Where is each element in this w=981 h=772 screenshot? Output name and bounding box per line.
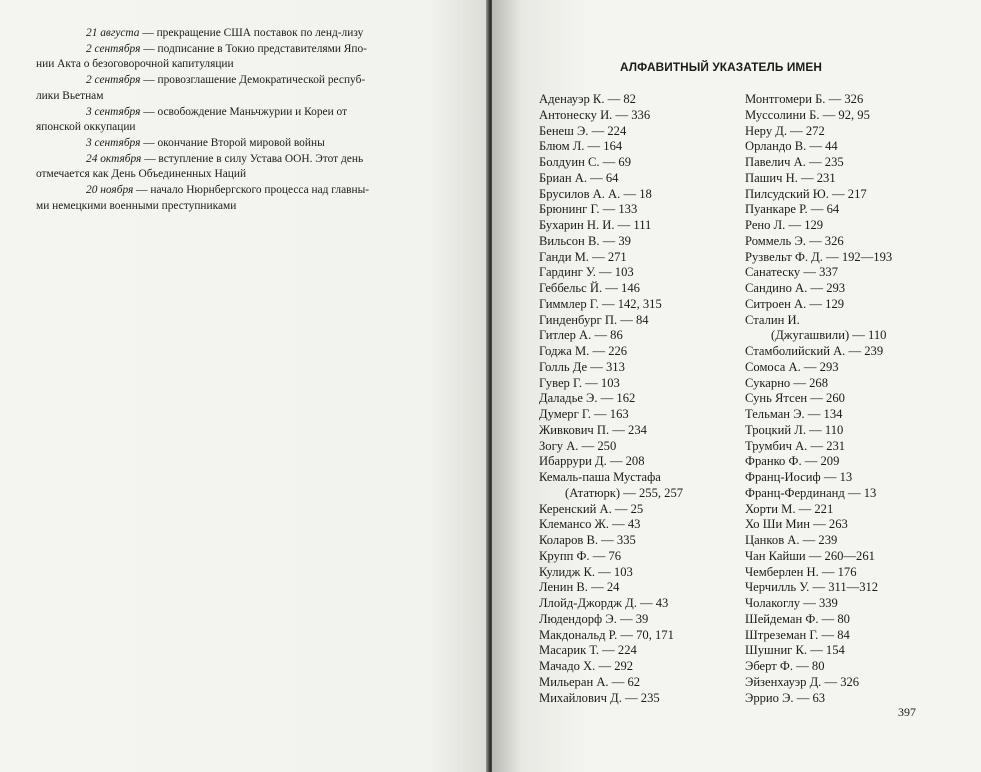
index-entry: Голль Де — 313 (539, 359, 625, 374)
index-entry: Шейдеман Ф. — 80 (745, 611, 850, 626)
index-entry: Трумбич А. — 231 (745, 438, 846, 453)
index-entry: Коларов В. — 335 (539, 533, 636, 547)
index-entry: Сталин И. (745, 312, 800, 327)
index-entry: Цанков А. — 239 (745, 533, 838, 547)
chronology-date: 24 октября (86, 152, 142, 165)
chronology-date: 21 августа (86, 27, 140, 39)
index-entry: Геббельс Й. — 146 (539, 281, 640, 295)
chronology-entry (86, 152, 438, 168)
index-entry: Антонеску И. — 336 (539, 107, 651, 122)
index-entry: Хорти М. — 221 (745, 501, 834, 516)
index-entry: Годжа М. — 226 (539, 344, 628, 358)
index-entry: Ганди М. — 271 (539, 249, 627, 264)
index-entry: Сандино А. — 293 (745, 281, 846, 295)
chronology-list (36, 26, 438, 214)
index-entry: Франц-Фердинанд — 13 (745, 485, 877, 500)
chronology-date: 3 сентября (86, 136, 141, 149)
index-entry: Болдуин С. — 69 (539, 155, 632, 169)
index-entry: Роммель Э. — 326 (745, 233, 844, 248)
index-entry: Неру Д. — 272 (745, 123, 825, 138)
index-entry: Эйзенхауэр Д. — 326 (745, 674, 860, 689)
index-column-2 (745, 92, 945, 706)
chronology-text-continued: японской оккупации (36, 121, 136, 134)
index-entry: Мильеран А. — 62 (539, 674, 641, 689)
index-entry: (Ататюрк) — 255, 257 (565, 485, 684, 500)
index-entry: Сукарно — 268 (745, 375, 829, 390)
index-entry: Пилсудский Ю. — 217 (745, 186, 867, 201)
chronology-date: 2 сентября (86, 42, 141, 55)
index-entry: Керенский А. — 25 (539, 501, 644, 516)
index-entry: Черчилль У. — 311—312 (745, 580, 879, 595)
page-number: 397 (898, 705, 916, 719)
chronology-text-continued: отмечается как День Объединенных Наций (36, 168, 247, 181)
index-entry: Чолакоглу — 339 (745, 596, 838, 610)
index-entry: Франко Ф. — 209 (745, 454, 840, 469)
chronology-text: — вступление в силу Устава ООН. Этот день (141, 152, 364, 165)
chronology-text-continued: нии Акта о безоговорочной капитуляции (36, 58, 234, 71)
index-entry: Чан Кайши — 260—261 (745, 548, 875, 563)
left-page (0, 0, 488, 772)
index-entry: Сомоса А. — 293 (745, 359, 839, 374)
index-entry: Гиммлер Г. — 142, 315 (539, 296, 662, 311)
index-entry: Шушниг К. — 154 (745, 643, 845, 658)
index-title: АЛФАВИТНЫЙ УКАЗАТЕЛЬ ИМЕН (620, 60, 822, 74)
index-entry: Муссолини Б. — 92, 95 (745, 107, 870, 122)
chronology-text: — прекращение США поставок по ленд-лизу (139, 27, 364, 39)
index-entry: Вильсон В. — 39 (539, 233, 631, 248)
index-entry: Ленин В. — 24 (539, 580, 620, 595)
chronology-text: — освобождение Маньчжурии и Кореи от (140, 105, 348, 118)
index-entry: Ибаррури Д. — 208 (539, 454, 645, 469)
index-entry: Пашич Н. — 231 (745, 170, 836, 185)
index-entry: Монтгомери Б. — 326 (745, 92, 864, 106)
index-entry: Сунь Ятсен — 260 (745, 391, 845, 406)
index-entry: Зогу А. — 250 (539, 438, 617, 453)
index-entry: Брусилов А. А. — 18 (539, 186, 652, 201)
index-entry: Брюнинг Г. — 133 (539, 202, 638, 217)
chronology-entry (86, 73, 438, 89)
chronology-text: — подписание в Токио представителями Япо- (140, 42, 367, 55)
chronology-text-continued: лики Вьетнам (36, 89, 104, 102)
index-entry: Троцкий Л. — 110 (745, 422, 844, 437)
index-entry: Пуанкаре Р. — 64 (745, 202, 840, 217)
chronology-entry (86, 105, 438, 121)
index-entry: Гинденбург П. — 84 (539, 312, 649, 327)
index-entry: Санатеску — 337 (745, 265, 839, 280)
index-entry: Ллойд-Джордж Д. — 43 (539, 596, 669, 610)
chronology-entry (86, 26, 438, 42)
index-entry: Клемансо Ж. — 43 (539, 517, 641, 532)
index-column-1 (539, 92, 739, 706)
index-entry: Рено Л. — 129 (745, 218, 824, 232)
chronology-date: 3 сентября (86, 105, 141, 118)
chronology-text-continued: ми немецкими военными преступниками (36, 199, 237, 212)
index-entry: Гувер Г. — 103 (539, 375, 620, 390)
index-entry: Кемаль-паша Мустафа (539, 470, 661, 484)
index-entry: Масарик Т. — 224 (539, 643, 637, 658)
index-entry: Эррио Э. — 63 (745, 690, 826, 705)
chronology-date: 20 ноября (86, 184, 134, 197)
index-entry: Даладье Э. — 162 (539, 391, 636, 406)
index-entry: Михайлович Д. — 235 (539, 690, 660, 705)
index-entry: Макдональд Р. — 70, 171 (539, 627, 674, 642)
index-entry: Мачадо Х. — 292 (539, 659, 634, 673)
index-entry: Бриан А. — 64 (539, 170, 619, 185)
index-entry: Крупп Ф. — 76 (539, 548, 622, 563)
index-entry: Хо Ши Мин — 263 (745, 517, 848, 532)
index-entry: Павелич А. — 235 (745, 155, 844, 169)
index-entry: Аденауэр К. — 82 (539, 92, 636, 106)
index-entry: Эберт Ф. — 80 (745, 659, 825, 673)
chronology-entry (86, 136, 438, 152)
index-entry: Чемберлен Н. — 176 (745, 564, 857, 579)
index-entry: Гитлер А. — 86 (539, 328, 623, 343)
index-entry: Рузвельт Ф. Д. — 192—193 (745, 249, 893, 264)
index-entry: Бухарин Н. И. — 111 (539, 218, 652, 232)
index-entry: Кулидж К. — 103 (539, 564, 633, 579)
index-entry: Стамболийский А. — 239 (745, 344, 884, 358)
index-entry: Тельман Э. — 134 (745, 407, 843, 421)
index-entry: Думерг Г. — 163 (539, 407, 629, 421)
index-entry: Людендорф Э. — 39 (539, 611, 649, 626)
index-entry: Гардинг У. — 103 (539, 265, 634, 280)
index-entry: (Джугашвили) — 110 (771, 328, 887, 343)
chronology-entry (86, 42, 438, 58)
chronology-entry (86, 183, 438, 199)
index-entry: Штреземан Г. — 84 (745, 627, 850, 642)
index-entry: Орландо В. — 44 (745, 139, 838, 154)
chronology-text: — провозглашение Демократической респуб- (140, 74, 366, 87)
index-entry: Франц-Иосиф — 13 (745, 470, 853, 484)
index-entry: Ситроен А. — 129 (745, 296, 845, 311)
chronology-text: — окончание Второй мировой войны (140, 136, 325, 149)
chronology-text: — начало Нюрнбергского процесса над главны- (133, 184, 370, 197)
index-entry: Живкович П. — 234 (539, 422, 647, 437)
chronology-date: 2 сентября (86, 74, 141, 87)
index-entry: Блюм Л. — 164 (539, 139, 623, 154)
index-entry: Бенеш Э. — 224 (539, 123, 627, 138)
